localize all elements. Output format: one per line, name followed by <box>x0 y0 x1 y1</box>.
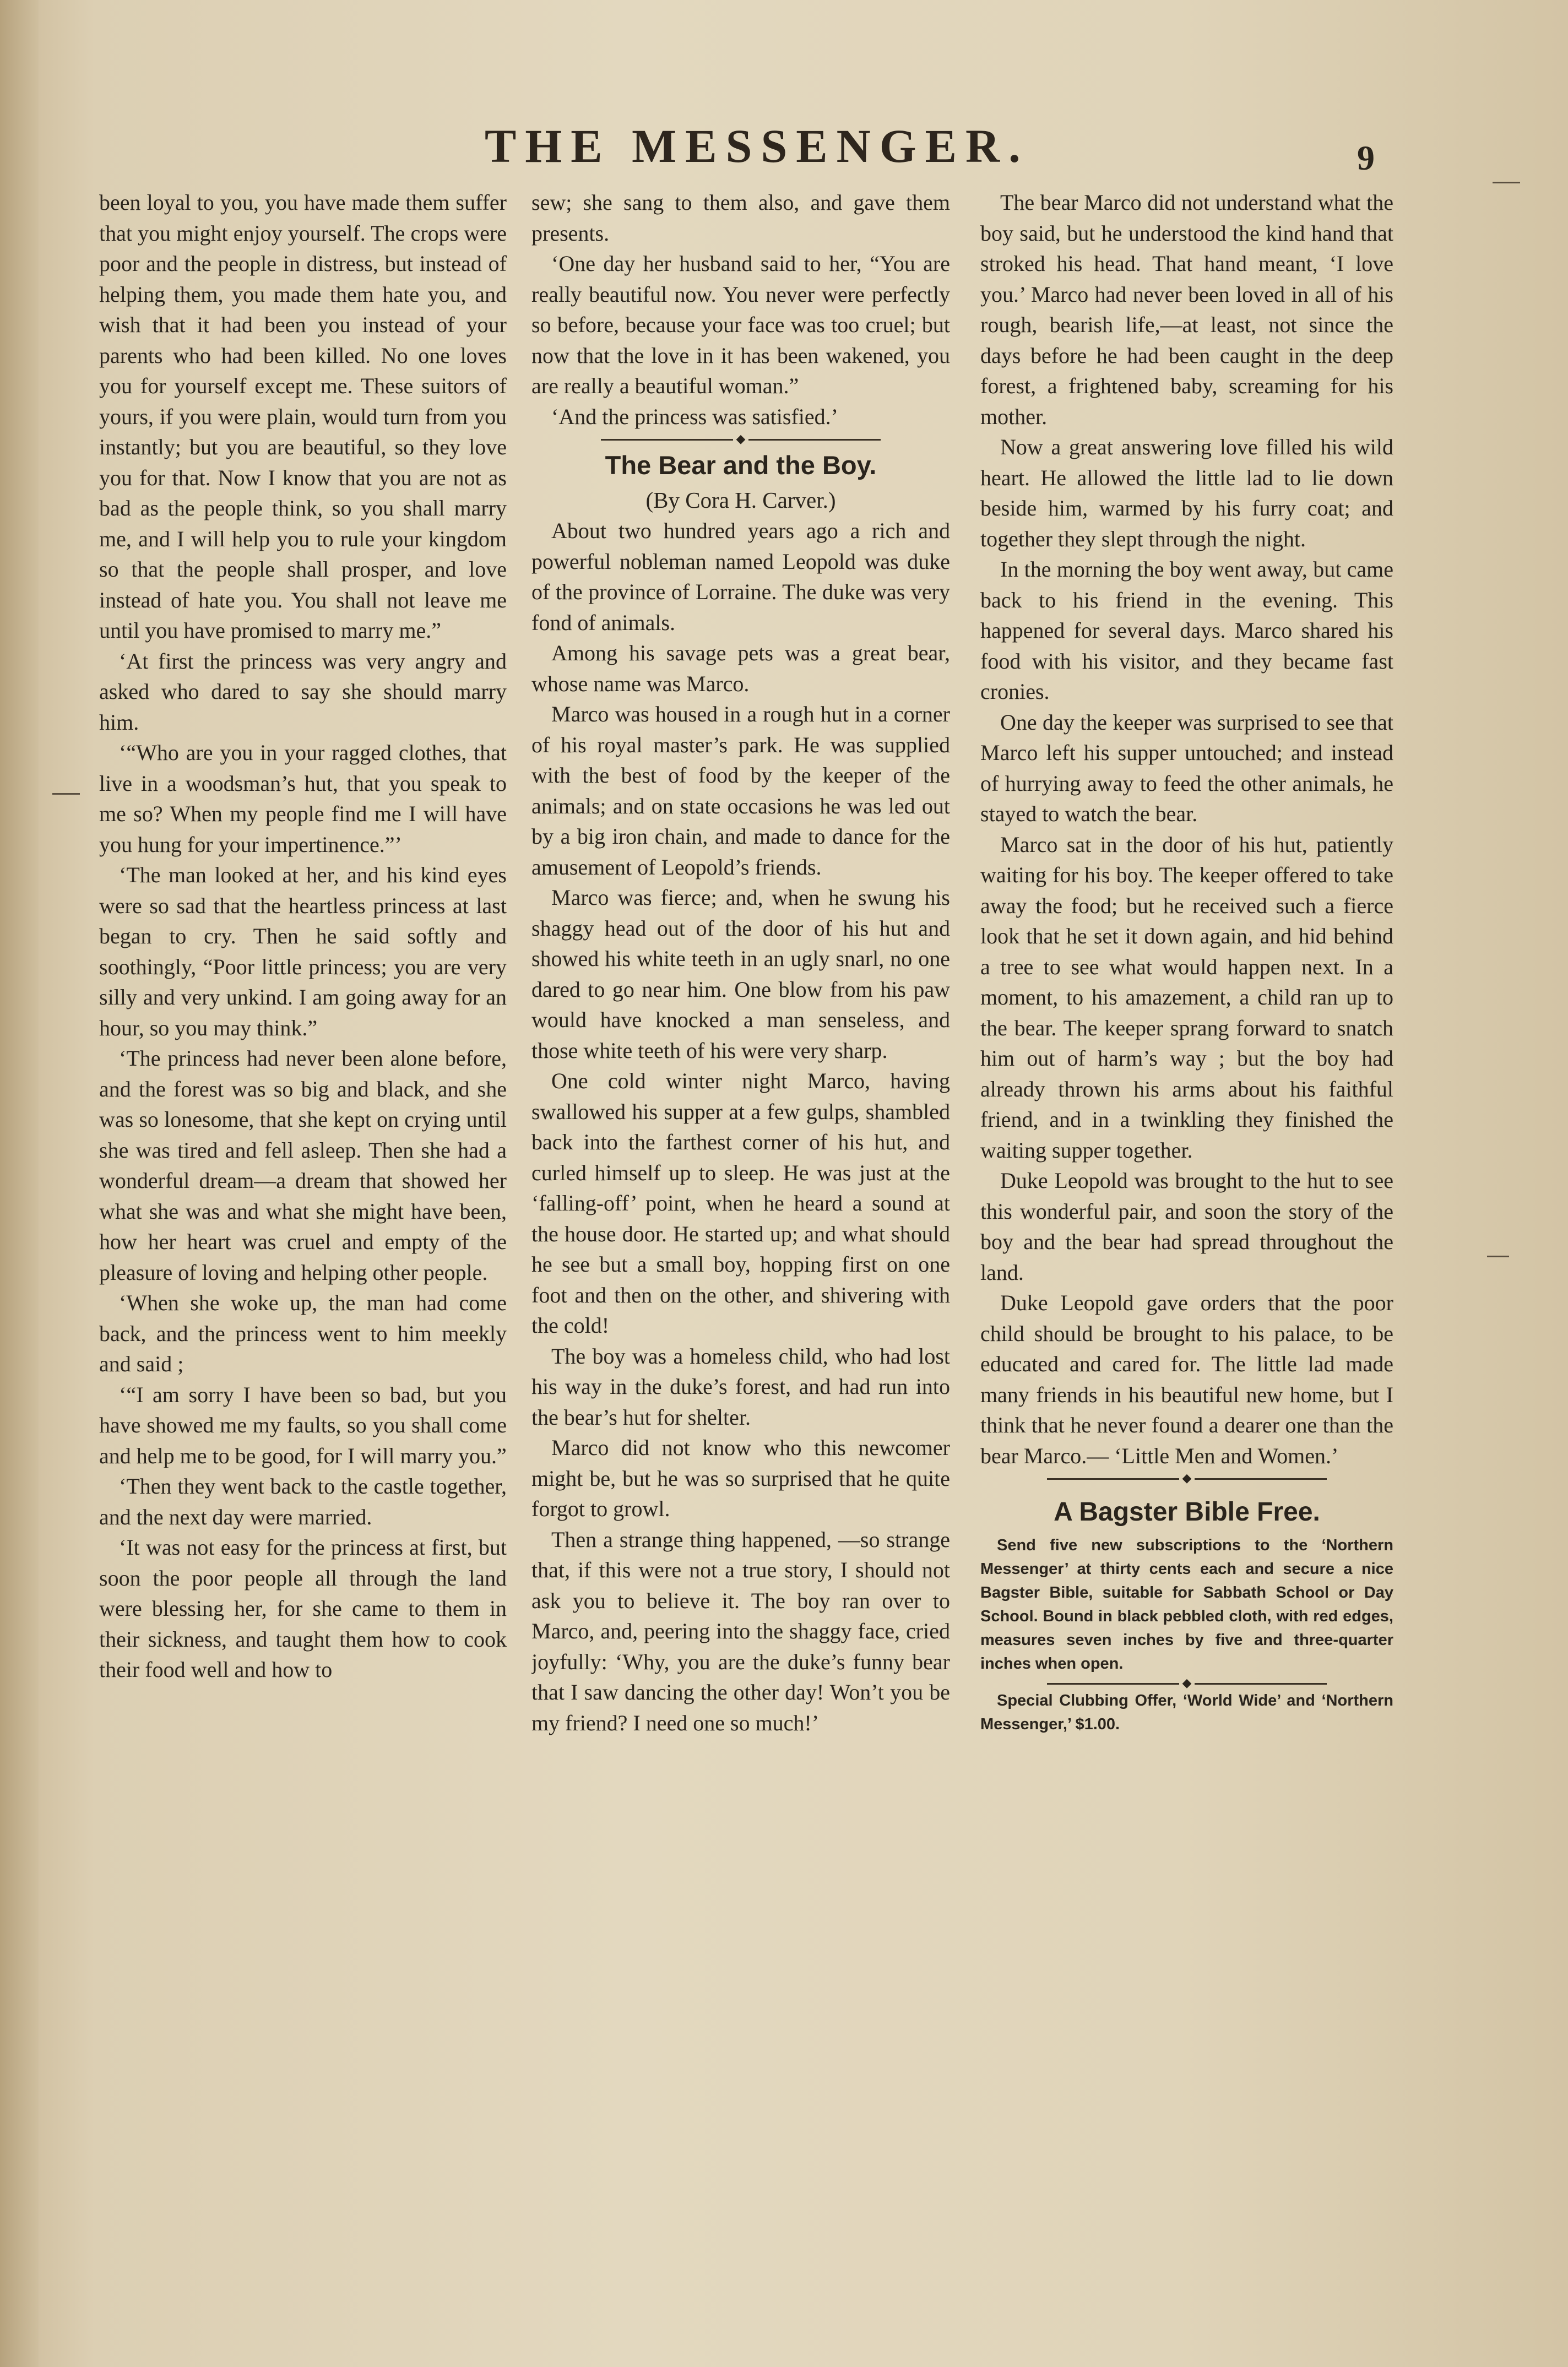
paragraph: Marco sat in the door of his hut, patiently waiting for his boy. The keeper offered to take away the food; but he received such a fierce look that he set it down again, and hid behind a tree to see what would happen next. In a moment, to his amazement, a child ran up to the bear. The keeper sprang forward to snatch him out of harm’s way ; but the boy had already thrown his arms about his faithful friend, and in a twinkling they finished the waiting supper together. <box>980 832 1393 1163</box>
paragraph: Now a great answering love filled his wild heart. He allowed the little lad to lie down beside him, warmed by his furry coat; and together they slept through the night. <box>980 435 1393 551</box>
page-binding-edge <box>0 0 39 2367</box>
paragraph: ‘And the princess was satisfied.’ <box>551 404 838 429</box>
notice-body: Send five new subscriptions to the ‘Northern Messenger’ at thirty cents each and secure a nice Bagster Bible, suitable for Sabbath School or Day School. Bound in black pebbled cloth, with red edges, measures seven inches by five and three-quarter inches when open. <box>980 1537 1393 1673</box>
clubbing-offer: Special Clubbing Offer, ‘World Wide’ and ‘Northern Messenger,’ $1.00. <box>980 1692 1393 1733</box>
paragraph: sew; she sang to them also, and gave them presents. <box>531 190 950 246</box>
masthead-title: THE MESSENGER. <box>485 120 1029 172</box>
paragraph: ‘The princess had never been alone before, and the forest was so big and black, and she was so lonesome, that she kept on crying until she was tired and fell asleep. Then she had a wonderful dream—a dream that showed her what she was and what she might have been, how her heart was cruel and empty of the pleasure of loving and helping other people. <box>99 1046 507 1285</box>
paragraph: One cold winter night Marco, having swallowed his supper at a few gulps, shambled back into the farthest corner of his hut, and curled himself up to sleep. He was just at the ‘falling-off’ point, when he heard a sound at the house door. He started up; and what should he see but a small boy, hopping first on one foot and then on the other, and shivering with the cold! <box>531 1068 950 1338</box>
paragraph: The bear Marco did not understand what the boy said, but he understood the kind hand that stroked his head. That hand meant, ‘I love you.’ Marco had never been loved in all of his rough, bearish life,—at least, not since the days before he had been caught in the deep forest, a frightened baby, screaming for his mother. <box>980 190 1393 429</box>
paragraph: been loyal to you, you have made them suffer that you might enjoy yourself. The crops were poor and the people in distress, but instead of helping them, you made them hate you, and wish that it had been you instead of your parents who had been killed. No one loves you for yourself except me. These suitors of yours, if you were plain, would turn from you instantly; but you are beautiful, so they love you for that. Now I know that you are not as bad as the people think, so you shall marry me, and I will help you to rule your kingdom so that the people shall prosper, and love instead of hate you. You shall not leave me until you have promised to marry me.” <box>99 190 507 643</box>
paragraph: ‘At first the princess was very angry and asked who dared to say she should marry him. <box>99 648 507 735</box>
story-byline: (By Cora H. Carver.) <box>645 487 836 513</box>
paragraph: Marco was housed in a rough hut in a corner of his royal master’s park. He was supplied with the best of food by the keeper of the animals; and on state occasions he was led out by a big iron chain, and made to dance for the amusement of Leopold’s friends. <box>531 702 950 880</box>
section-divider: ◆ <box>980 1473 1393 1483</box>
paragraph: ‘“I am sorry I have been so bad, but you have showed me my faults, so you shall come and help me to be good, for I will marry you.” <box>99 1382 507 1468</box>
paragraph: ‘The man looked at her, and his kind eyes were so sad that the heartless princess at last began to cry. Then he said softly and soothingly, “Poor little princess; you are very silly and very unkind. I am going away for an hour, so you may think.” <box>99 862 507 1040</box>
paragraph: ‘When she woke up, the man had come back, and the princess went to him meekly and said ; <box>99 1290 507 1376</box>
paragraph: Then a strange thing happened, —so strange that, if this were not a true story, I should not ask you to believe it. The boy ran over to Marco, and, peering into the shaggy face, cried joyfully: ‘Why, you are the duke’s funny bear that I saw dancing the other day! Won’t you be my friend? I need one so much!’ <box>531 1527 950 1735</box>
paragraph: Marco was fierce; and, when he swung his shaggy head out of the door of his hut and showed his white teeth in an ugly snarl, no one dared to go near him. One blow from his paw would have knocked a man senseless, and those white teeth of his were very sharp. <box>531 885 950 1063</box>
column-2 <box>531 187 950 2280</box>
margin-mark <box>1487 1256 1509 1257</box>
story-title: The Bear and the Boy. <box>605 450 877 480</box>
paragraph: One day the keeper was surprised to see that Marco left his supper untouched; and instead of hurrying away to feed the other animals, he stayed to watch the bear. <box>980 709 1393 826</box>
paragraph: Duke Leopold gave orders that the poor child should be brought to his palace, to be educated and cared for. The little lad made many friends in his beautiful new home, but I think that he never found a dearer one than the bear Marco.— ‘Little Men and Women.’ <box>980 1290 1393 1468</box>
paragraph: ‘Then they went back to the castle together, and the next day were married. <box>99 1474 507 1529</box>
paragraph: Among his savage pets was a great bear, whose name was Marco. <box>531 640 950 696</box>
paragraph: Marco did not know who this newcomer might be, but he was so surprised that he quite forgot to growl. <box>531 1435 950 1521</box>
margin-mark <box>1493 182 1520 183</box>
paragraph: ‘“Who are you in your ragged clothes, that live in a woodsman’s hut, that you speak to me so? When my people find me I will have you hung for your impertinence.”’ <box>99 740 507 857</box>
column-3 <box>980 187 1393 2280</box>
page-number: 9 <box>1357 138 1375 177</box>
paragraph: ‘One day her husband said to her, “You are really beautiful now. You never were perfectly so before, because your face was too cruel; but now that the love in it has been wakened, you are really a beautiful woman.” <box>531 251 950 398</box>
section-divider: ◆ <box>531 434 950 444</box>
column-1 <box>99 187 507 2280</box>
paragraph: ‘It was not easy for the princess at first, but soon the poor people all through the land were blessing her, for she came to them in their sickness, and taught them how to cook their food well and how to <box>99 1535 507 1682</box>
paragraph: Duke Leopold was brought to the hut to see this wonderful pair, and soon the story of the boy and the bear had spread throughout the land. <box>980 1168 1393 1285</box>
paragraph: About two hundred years ago a rich and powerful nobleman named Leopold was duke of the province of Lorraine. The duke was very fond of animals. <box>531 518 950 635</box>
paragraph: In the morning the boy went away, but came back to his friend in the evening. This happened for several days. Marco shared his food with his visitor, and they became fast cronies. <box>980 557 1393 704</box>
margin-mark <box>52 793 80 795</box>
paragraph: The boy was a homeless child, who had lost his way in the duke’s forest, and had run into the bear’s hut for shelter. <box>531 1343 950 1430</box>
section-divider: ◆ <box>980 1678 1393 1688</box>
notice-title: A Bagster Bible Free. <box>1054 1497 1320 1527</box>
